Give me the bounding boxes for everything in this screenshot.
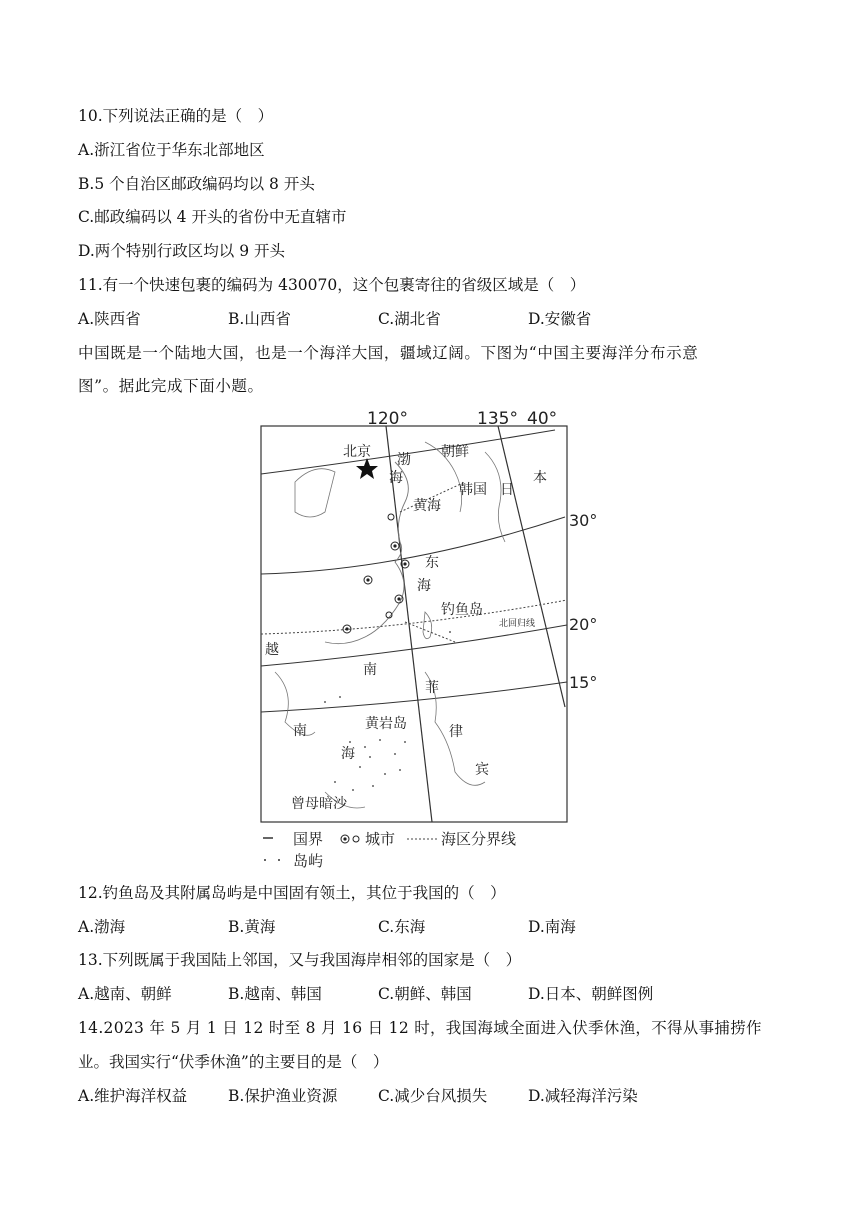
q11-option-b: B.山西省 <box>228 310 291 328</box>
map-nan2: 南 <box>293 723 307 739</box>
map-bin: 宾 <box>475 762 489 778</box>
map-lat-20: 20° <box>569 615 598 634</box>
q12-option-c: C.东海 <box>378 918 426 936</box>
q13-option-d: D.日本、朝鲜图例 <box>528 985 654 1003</box>
map-huanghai: 黄海 <box>413 498 441 514</box>
map-beijing: 北京 <box>343 444 371 460</box>
map-chaoxian: 朝鲜 <box>441 444 469 460</box>
legend-island: 岛屿 <box>293 852 324 870</box>
intro-line-1: 中国既是一个陆地大国，也是一个海洋大国，疆域辽阔。下图为“中国主要海洋分布示意 <box>78 344 699 362</box>
q14-option-a: A.维护海洋权益 <box>78 1087 188 1105</box>
map-nan: 南 <box>363 662 377 678</box>
map-tropic: 北回归线 <box>499 619 536 629</box>
q11-option-c: C.湖北省 <box>378 310 441 328</box>
legend-city: 城市 <box>365 830 396 848</box>
map-lv: 律 <box>449 724 463 740</box>
map-lat-30: 30° <box>569 511 598 530</box>
legend-sea-boundary: 海区分界线 <box>441 830 517 848</box>
map-lon-135: 135° <box>477 409 518 429</box>
map-dong: 东 <box>425 555 439 571</box>
map-bo: 渤 <box>397 452 411 468</box>
map-lon-120: 120° <box>367 409 408 429</box>
map-huangyandao: 黄岩岛 <box>365 716 407 732</box>
map-hanguo: 韩国 <box>459 482 487 498</box>
q11-option-d: D.安徽省 <box>528 310 592 328</box>
legend-border: 国界 <box>293 830 324 848</box>
q10-option-c: C.邮政编码以 4 开头的省份中无直辖市 <box>78 208 347 226</box>
q14-option-d: D.减轻海洋污染 <box>528 1087 638 1105</box>
q11-option-a: A.陕西省 <box>78 310 141 328</box>
map-donghai-hai: 海 <box>417 578 431 594</box>
q10-option-a: A.浙江省位于华东北部地区 <box>78 141 265 159</box>
q12-option-d: D.南海 <box>528 918 576 936</box>
q14-stem-line-2: 业。我国实行“伏季休渔”的主要目的是（ ） <box>78 1053 389 1071</box>
q12-stem: 12.钓鱼岛及其附属岛屿是中国固有领土，其位于我国的（ ） <box>78 884 506 902</box>
q14-option-b: B.保护渔业资源 <box>228 1087 338 1105</box>
q14-stem-line-1: 14.2023 年 5 月 1 日 12 时至 8 月 16 日 12 时，我国海域全面进入伏季休渔，不得从事捕捞作 <box>78 1019 762 1037</box>
q10-option-d: D.两个特别行政区均以 9 开头 <box>78 242 286 260</box>
q11-stem: 11.有一个快速包裹的编码为 430070，这个包裹寄往的省级区域是（ ） <box>78 276 586 294</box>
map-lat-15: 15° <box>569 673 598 692</box>
map-diaoyudao: 钓鱼岛 <box>441 602 483 618</box>
q13-stem: 13.下列既属于我国陆上邻国，又与我国海岸相邻的国家是（ ） <box>78 951 522 969</box>
q13-option-a: A.越南、朝鲜 <box>78 985 172 1003</box>
china-seas-map <box>255 402 598 872</box>
map-zengmu: 曾母暗沙 <box>291 796 347 812</box>
map-ri: 日 <box>500 482 514 498</box>
map-yue: 越 <box>265 642 279 658</box>
q13-option-c: C.朝鲜、韩国 <box>378 985 472 1003</box>
q10-option-b: B.5 个自治区邮政编码均以 8 开头 <box>78 175 315 193</box>
intro-line-2: 图”。据此完成下面小题。 <box>78 377 264 395</box>
map-bohai-hai: 海 <box>389 470 403 486</box>
map-lon-40: 40° <box>527 409 558 429</box>
q12-option-b: B.黄海 <box>228 918 276 936</box>
q13-option-b: B.越南、韩国 <box>228 985 322 1003</box>
map-ben: 本 <box>533 470 547 486</box>
q14-option-c: C.减少台风损失 <box>378 1087 488 1105</box>
map-fei: 菲 <box>425 680 439 696</box>
map-nanhai-hai: 海 <box>341 746 355 762</box>
q10-stem: 10.下列说法正确的是（ ） <box>78 107 274 125</box>
q12-option-a: A.渤海 <box>78 918 126 936</box>
